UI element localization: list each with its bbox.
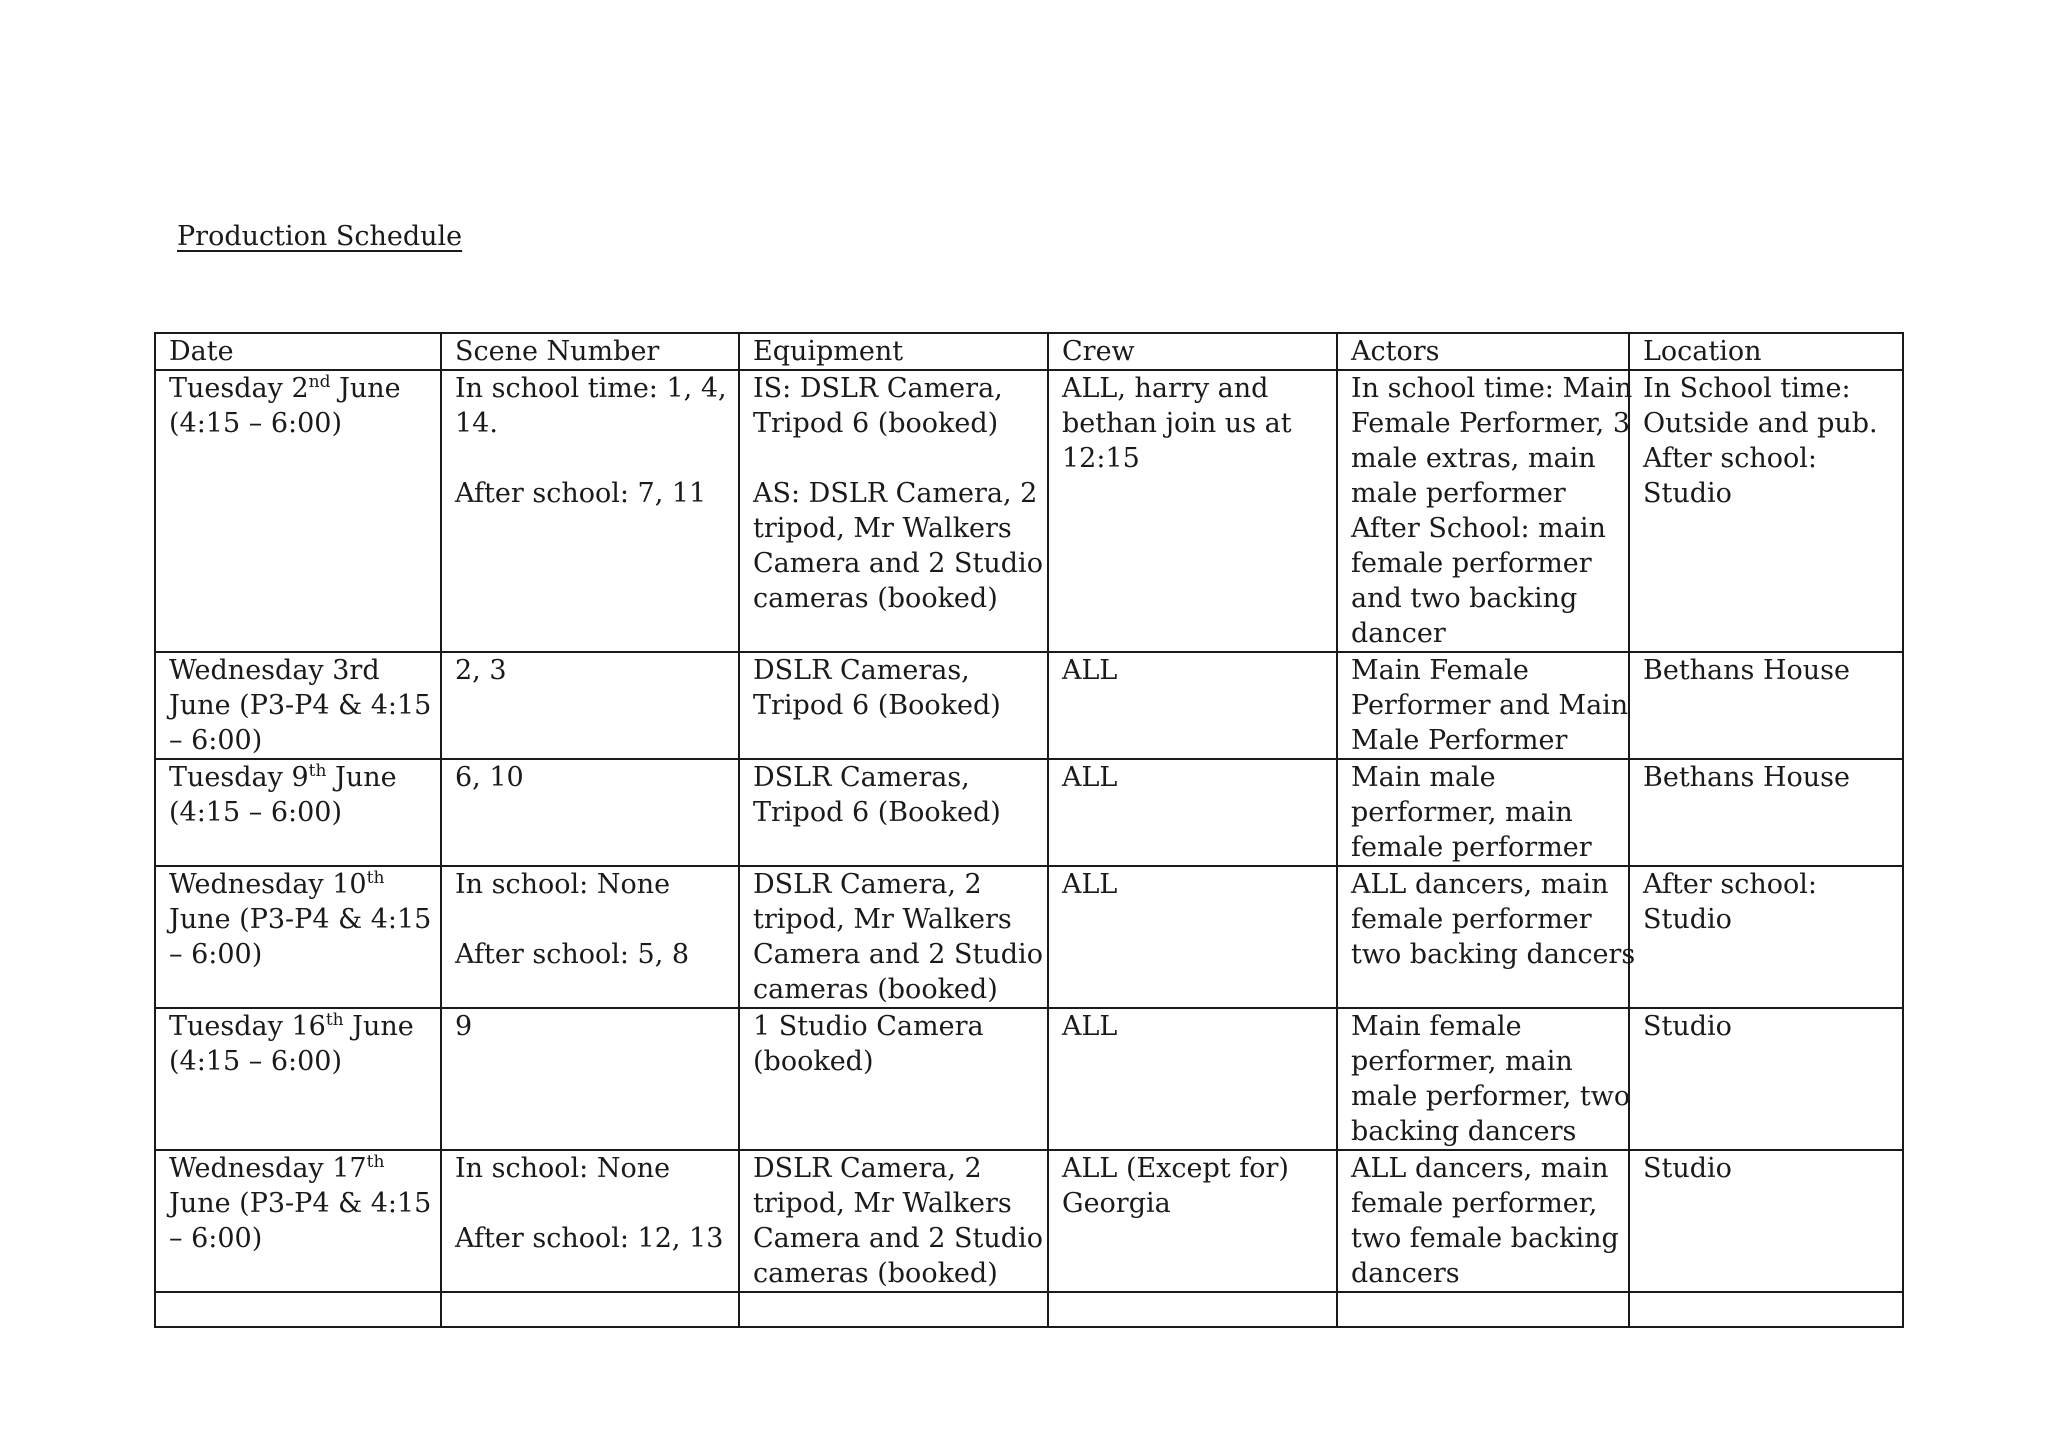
cell-line: 6, 10 [455, 762, 524, 793]
location-cell [1629, 652, 1903, 759]
equipment-cell [739, 759, 1048, 866]
cell-line: female performer, [1351, 1188, 1598, 1219]
cell-line: Main female [1351, 1011, 1522, 1042]
cell-line: AS: DSLR Camera, 2 [753, 478, 1038, 509]
cell-line: Bethans House [1643, 762, 1851, 793]
date-text: Wednesday 3rd [169, 655, 380, 686]
scene-cell [441, 370, 739, 652]
date-line [169, 406, 428, 441]
date-ordinal-suffix: th [366, 868, 385, 888]
date-cell [155, 370, 441, 652]
date-cell [155, 652, 441, 759]
date-text: (4:15 – 6:00) [169, 408, 342, 439]
table-row [155, 652, 1903, 759]
table-row [155, 759, 1903, 866]
header-location: Location [1629, 333, 1903, 370]
cell-line: After school: 12, 13 [455, 1223, 724, 1254]
cell-line: IS: DSLR Camera, [753, 373, 1003, 404]
location-cell [1629, 1150, 1903, 1292]
cell-line: backing dancers [1351, 1116, 1577, 1147]
cell-line: tripod, Mr Walkers [753, 1188, 1012, 1219]
cell-line: After school: [1643, 869, 1817, 900]
cell-line: male performer [1351, 478, 1566, 509]
cell-line: Female Performer, 3 [1351, 408, 1630, 439]
cell-line: DSLR Camera, 2 [753, 1153, 982, 1184]
date-cell [155, 1008, 441, 1150]
cell-line: Outside and pub. [1643, 408, 1878, 439]
date-cell [155, 866, 441, 1008]
cell-line: In school: None [455, 869, 671, 900]
cell-line: Camera and 2 Studio [753, 1223, 1043, 1254]
cell-line: male performer, two [1351, 1081, 1631, 1112]
empty-cell [155, 1292, 441, 1327]
cell-line: tripod, Mr Walkers [753, 513, 1012, 544]
cell-line: ALL (Except for) [1062, 1153, 1289, 1184]
crew-cell [1048, 1008, 1337, 1150]
date-line [169, 688, 432, 723]
production-schedule-table [154, 332, 1904, 1328]
table-row [155, 1150, 1903, 1292]
date-line [169, 1044, 428, 1079]
scene-cell [441, 1008, 739, 1150]
table-header-row [155, 333, 1903, 370]
actors-cell [1337, 1150, 1629, 1292]
scene-cell [441, 652, 739, 759]
date-text: June (P3-P4 & 4:15 [169, 904, 432, 935]
date-text: (4:15 – 6:00) [169, 797, 342, 828]
cell-line: cameras (booked) [753, 1258, 998, 1289]
date-text: June (P3-P4 & 4:15 [169, 690, 432, 721]
table-row [155, 866, 1903, 1008]
date-text: June [326, 762, 397, 793]
cell-line: Tripod 6 (Booked) [753, 797, 1001, 828]
empty-table-row [155, 1292, 1903, 1327]
date-line [169, 902, 432, 937]
cell-line: male extras, main [1351, 443, 1596, 474]
date-ordinal-suffix: th [325, 1010, 344, 1030]
cell-line: ALL [1062, 762, 1118, 793]
cell-line: cameras (booked) [753, 974, 998, 1005]
equipment-cell [739, 866, 1048, 1008]
cell-line: (booked) [753, 1046, 874, 1077]
actors-cell [1337, 652, 1629, 759]
date-text: Tuesday 9 [169, 762, 309, 793]
actors-cell [1337, 1008, 1629, 1150]
cell-line: tripod, Mr Walkers [753, 904, 1012, 935]
cell-line: Studio [1643, 1011, 1732, 1042]
cell-line: ALL [1062, 655, 1118, 686]
cell-line: Male Performer [1351, 725, 1568, 756]
cell-line: Main male [1351, 762, 1496, 793]
actors-cell [1337, 370, 1633, 652]
scene-cell [441, 759, 739, 866]
cell-line: cameras (booked) [753, 583, 998, 614]
cell-line: DSLR Cameras, [753, 655, 970, 686]
date-text: Wednesday 10 [169, 869, 367, 900]
actors-cell [1337, 759, 1629, 866]
cell-line: DSLR Camera, 2 [753, 869, 982, 900]
cell-line: In school: None [455, 1153, 671, 1184]
cell-line: female performer [1351, 548, 1592, 579]
cell-line: dancers [1351, 1258, 1460, 1289]
date-text: Wednesday 17 [169, 1153, 367, 1184]
cell-line: performer, main [1351, 1046, 1573, 1077]
date-line [169, 760, 428, 795]
cell-line: performer, main [1351, 797, 1573, 828]
cell-line: female performer [1351, 904, 1592, 935]
date-line [169, 723, 428, 758]
date-ordinal-suffix: nd [308, 372, 331, 392]
cell-line: ALL, harry and [1062, 373, 1269, 404]
cell-line: After school: 5, 8 [455, 939, 690, 970]
cell-line: After school: 7, 11 [455, 478, 707, 509]
date-text: Tuesday 2 [169, 373, 309, 404]
crew-cell [1048, 1150, 1337, 1292]
cell-line: and two backing [1351, 583, 1578, 614]
cell-line: Studio [1643, 1153, 1732, 1184]
cell-line: Performer and Main [1351, 690, 1629, 721]
cell-line: ALL [1062, 869, 1118, 900]
date-line [169, 1186, 432, 1221]
paragraph-gap [455, 441, 726, 476]
date-text: – 6:00) [169, 725, 263, 756]
date-line [169, 653, 428, 688]
date-text: – 6:00) [169, 1223, 263, 1254]
header-equipment: Equipment [739, 333, 1048, 370]
equipment-cell [739, 1150, 1048, 1292]
location-cell [1629, 1008, 1903, 1150]
actors-cell [1337, 866, 1636, 1008]
cell-line: After School: main [1351, 513, 1606, 544]
paragraph-gap [455, 1186, 726, 1221]
header-scene-number: Scene Number [441, 333, 739, 370]
cell-line: 2, 3 [455, 655, 507, 686]
cell-line: Camera and 2 Studio [753, 548, 1043, 579]
cell-line: ALL dancers, main [1351, 1153, 1609, 1184]
crew-cell [1048, 866, 1337, 1008]
date-line [169, 937, 428, 972]
cell-line: dancer [1351, 618, 1446, 649]
date-text: Tuesday 16 [169, 1011, 326, 1042]
date-text: June [330, 373, 401, 404]
empty-cell [1629, 1292, 1903, 1327]
crew-cell [1048, 652, 1337, 759]
header-actors: Actors [1337, 333, 1629, 370]
cell-line: 9 [455, 1011, 473, 1042]
header-crew: Crew [1048, 333, 1337, 370]
date-text: June (P3-P4 & 4:15 [169, 1188, 432, 1219]
location-cell [1629, 370, 1903, 652]
date-line [169, 371, 428, 406]
date-line [169, 795, 428, 830]
date-text: June [343, 1011, 414, 1042]
cell-line: Georgia [1062, 1188, 1171, 1219]
equipment-cell [739, 370, 1048, 652]
date-line [169, 867, 428, 902]
cell-line: Studio [1643, 478, 1732, 509]
cell-line: Camera and 2 Studio [753, 939, 1043, 970]
cell-line: 14. [455, 408, 498, 439]
location-cell [1629, 759, 1903, 866]
cell-line: Bethans House [1643, 655, 1851, 686]
date-line [169, 1221, 428, 1256]
date-text: – 6:00) [169, 939, 263, 970]
date-cell [155, 759, 441, 866]
location-cell [1629, 866, 1903, 1008]
cell-line: 1 Studio Camera [753, 1011, 984, 1042]
date-text: (4:15 – 6:00) [169, 1046, 342, 1077]
cell-line: female performer [1351, 832, 1592, 863]
empty-cell [1337, 1292, 1629, 1327]
cell-line: Tripod 6 (booked) [753, 408, 999, 439]
date-ordinal-suffix: th [366, 1152, 385, 1172]
scene-cell [441, 866, 739, 1008]
empty-cell [739, 1292, 1048, 1327]
equipment-cell [739, 1008, 1048, 1150]
cell-line: bethan join us at [1062, 408, 1292, 439]
empty-cell [441, 1292, 739, 1327]
cell-line: In school time: 1, 4, [455, 373, 727, 404]
date-line [169, 1151, 428, 1186]
crew-cell [1048, 370, 1337, 652]
date-line [169, 1009, 428, 1044]
cell-line: In school time: Main [1351, 373, 1633, 404]
table-row [155, 1008, 1903, 1150]
cell-line: ALL [1062, 1011, 1118, 1042]
cell-line: Studio [1643, 904, 1732, 935]
date-cell [155, 1150, 441, 1292]
table-row [155, 370, 1903, 652]
date-ordinal-suffix: th [308, 761, 327, 781]
cell-line: ALL dancers, main [1351, 869, 1609, 900]
crew-cell [1048, 759, 1337, 866]
cell-line: Main Female [1351, 655, 1529, 686]
cell-line: 12:15 [1062, 443, 1140, 474]
cell-line: Tripod 6 (Booked) [753, 690, 1001, 721]
cell-line: In School time: [1643, 373, 1851, 404]
cell-line: After school: [1643, 443, 1817, 474]
cell-line: DSLR Cameras, [753, 762, 970, 793]
document-title: Production Schedule [177, 221, 463, 252]
cell-line: two female backing [1351, 1223, 1619, 1254]
cell-line: two backing dancers [1351, 939, 1636, 970]
equipment-cell [739, 652, 1048, 759]
scene-cell [441, 1150, 739, 1292]
header-date: Date [155, 333, 441, 370]
paragraph-gap [753, 441, 1035, 476]
paragraph-gap [455, 902, 726, 937]
empty-cell [1048, 1292, 1337, 1327]
